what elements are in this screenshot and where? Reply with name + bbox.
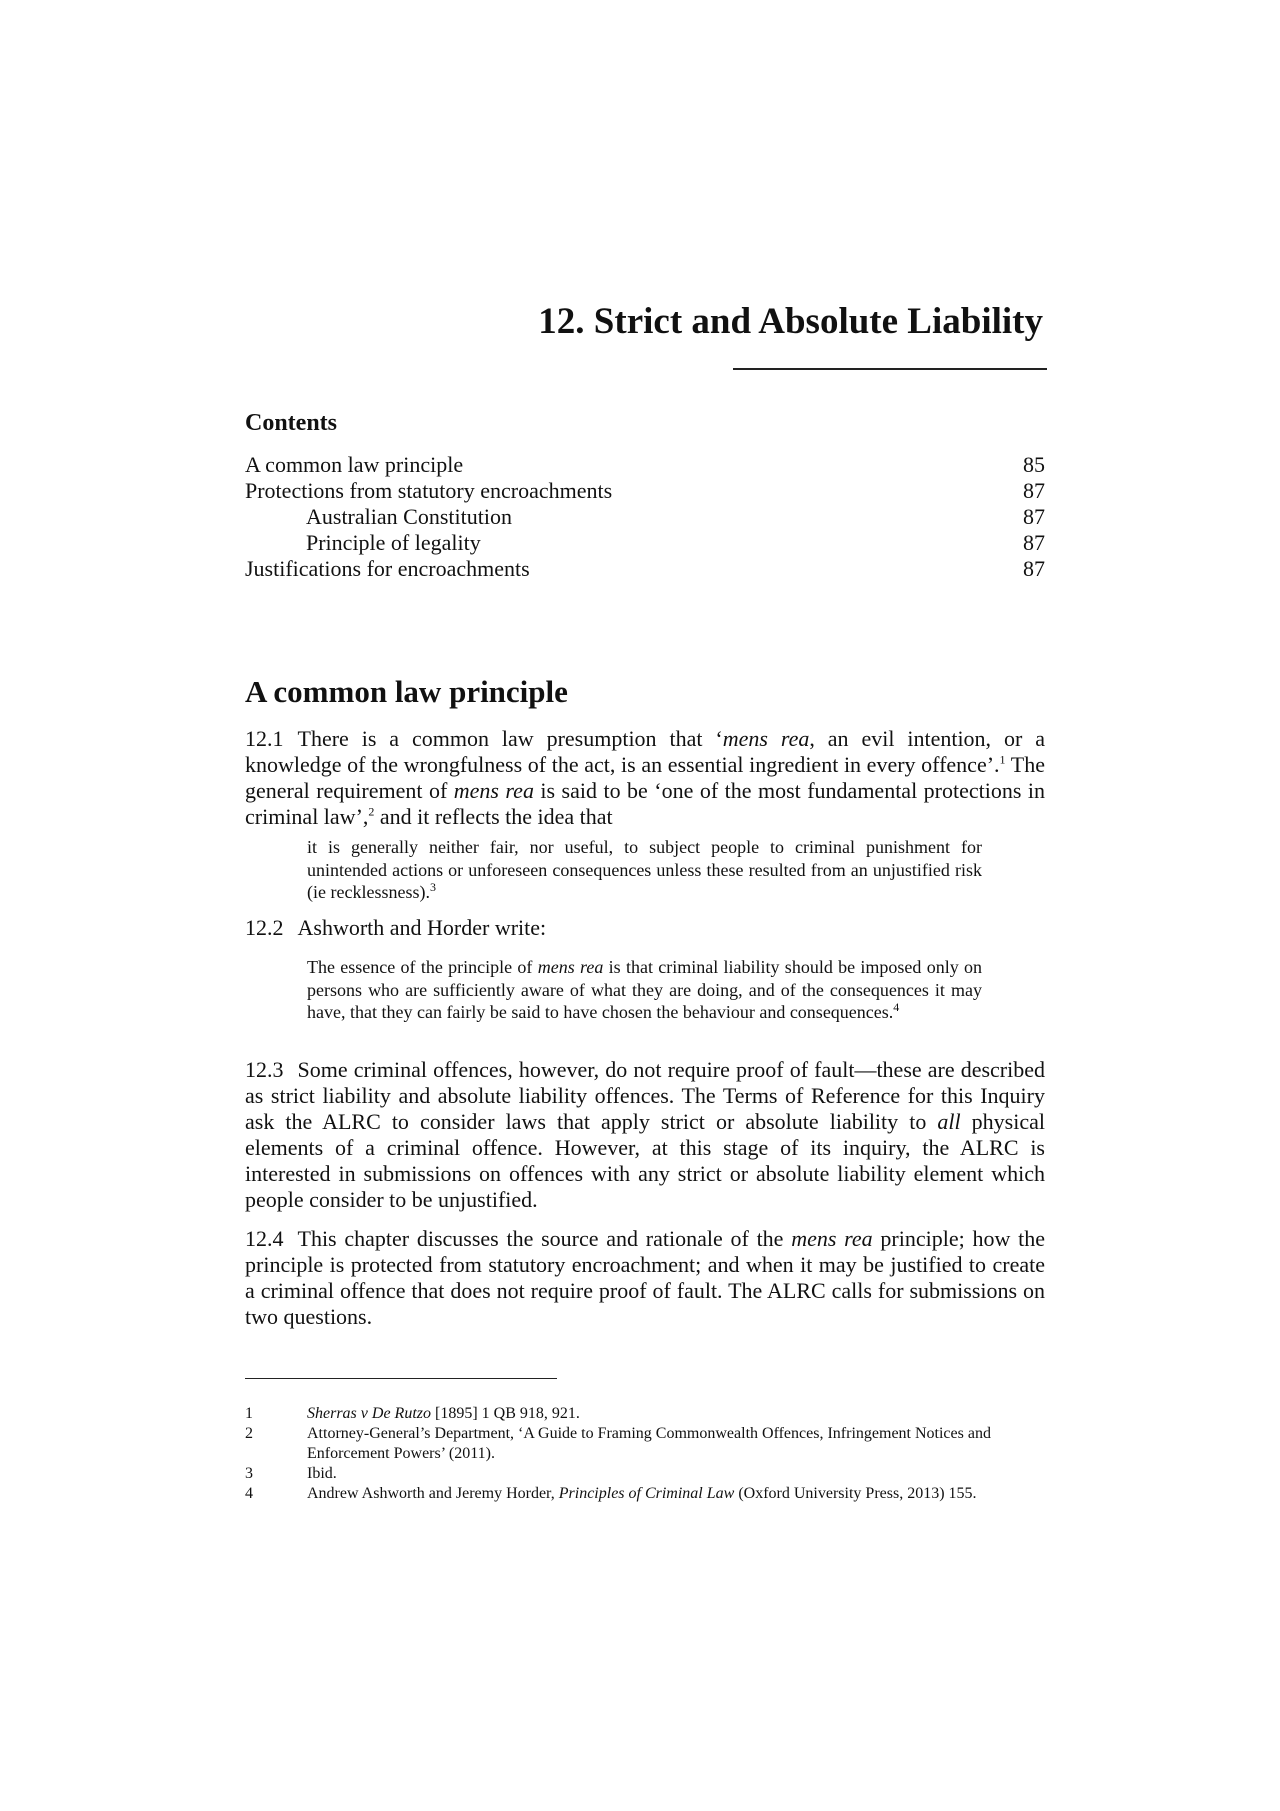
toc-entry-page: 87 (1023, 530, 1045, 555)
toc-entry-label: Australian Constitution (306, 504, 512, 529)
quote-italic: mens rea (537, 957, 604, 977)
title-rule (733, 368, 1047, 370)
paragraph-italic: mens rea (791, 1226, 873, 1251)
paragraph-text: There is a common law presumption that ‘ (297, 726, 723, 751)
toc-entry[interactable] (245, 478, 1045, 504)
toc-entry-page: 85 (1023, 452, 1045, 477)
footnote (245, 1404, 1045, 1424)
paragraph-italic: mens rea (722, 726, 810, 751)
footnote-text: Ibid. (307, 1465, 337, 1482)
contents-heading: Contents (245, 410, 338, 436)
footnote-text (307, 1404, 1045, 1424)
footnote-text (307, 1484, 1045, 1504)
paragraph-number: 12.2 (245, 915, 284, 940)
footnote-ref[interactable]: 2 (368, 804, 375, 819)
footnote-text-part: Andrew Ashworth and Jeremy Horder, (307, 1485, 559, 1502)
quote-text: is that criminal liability should be imposed only on persons who are sufficiently aware of what they are doing, and of the consequences it may have, that they can fairly be said to have chosen the behaviour and consequences. (307, 957, 983, 1022)
footnote-text-part: [1895] 1 QB 918, 921. (430, 1405, 580, 1422)
paragraph-12-2 (245, 915, 1045, 941)
footnote-text: Attorney-General’s Department, ‘A Guide to Framing Commonwealth Offences, Infringement Notices and Enforcement Powers’ (2011). (307, 1425, 991, 1462)
toc-entry-label: Protections from statutory encroachments (245, 478, 613, 503)
footnote (245, 1424, 1045, 1464)
paragraph-text: is said to be ‘one of the most fundamental protections in criminal law’, (245, 778, 1045, 829)
toc-entry-label: A common law principle (245, 452, 464, 477)
table-of-contents (245, 452, 1045, 582)
toc-entry-label: Principle of legality (306, 530, 481, 555)
footnote-ref[interactable]: 4 (893, 1000, 900, 1014)
paragraph-text: physical elements of a criminal offence. However, at this stage of its inquiry, the ALRC is interested in submissions on offences with any strict or absolute liability element which people consider to be unjustified. (245, 1109, 1045, 1212)
toc-entry[interactable] (245, 556, 1045, 582)
block-quote-1 (307, 836, 982, 904)
toc-entry[interactable] (245, 530, 1045, 556)
paragraph-12-1 (245, 726, 1045, 830)
footnote-ref[interactable]: 1 (999, 752, 1006, 767)
paragraph-italic: mens rea (453, 778, 534, 803)
paragraph-12-4 (245, 1226, 1045, 1330)
paragraph-text: and it reflects the idea that (374, 804, 613, 829)
footnote (245, 1484, 1045, 1504)
case-name: Sherras v De Rutzo (307, 1405, 431, 1422)
footnote-text-part: (Oxford University Press, 2013) 155. (734, 1485, 977, 1502)
footnote-number: 3 (245, 1465, 253, 1482)
footnotes (245, 1404, 1045, 1504)
footnote-ref[interactable]: 3 (429, 880, 436, 894)
quote-text: The essence of the principle of (307, 957, 538, 977)
paragraph-number: 12.1 (245, 726, 284, 751)
footnote-number: 2 (245, 1425, 253, 1442)
toc-entry-label: Justifications for encroachments (245, 556, 530, 581)
footnote-number: 4 (245, 1485, 253, 1502)
footnote-number: 1 (245, 1405, 253, 1422)
quote-text: it is generally neither fair, nor useful, to subject people to criminal punishment for unintended actions or unforeseen consequences unless these resulted from an unjustified risk (ie recklessness). (307, 837, 982, 902)
paragraph-text: The general requirement of (245, 752, 1045, 803)
paragraph-text: Ashworth and Horder write: (297, 915, 547, 940)
toc-entry-page: 87 (1023, 504, 1045, 529)
section-heading: A common law principle (245, 674, 568, 709)
footnote-rule (245, 1378, 557, 1379)
paragraph-number: 12.4 (245, 1226, 284, 1251)
toc-entry[interactable] (245, 452, 1045, 478)
paragraph-text: Some criminal offences, however, do not require proof of fault—these are described as strict liability and absolute liability offences. The Terms of Reference for this Inquiry ask the ALRC to consider laws that apply strict or absolute liability to (245, 1057, 1045, 1134)
footnote (245, 1464, 1045, 1484)
toc-entry[interactable] (245, 504, 1045, 530)
paragraph-italic: all (937, 1109, 961, 1134)
paragraph-12-3 (245, 1057, 1045, 1213)
toc-entry-page: 87 (1023, 478, 1045, 503)
paragraph-text: , an evil intention, or a knowledge of the wrongfulness of the act, is an essential ingredient in every offence’. (245, 726, 1045, 777)
toc-entry-page: 87 (1023, 556, 1045, 581)
chapter-title: 12. Strict and Absolute Liability (538, 301, 1043, 342)
paragraph-text: principle; how the principle is protected from statutory encroachment; and when it may be justified to create a criminal offence that does not require proof of fault. The ALRC calls for submissions on two questions. (245, 1226, 1046, 1329)
book-title: Principles of Criminal Law (558, 1485, 735, 1502)
block-quote-2 (307, 956, 982, 1024)
paragraph-number: 12.3 (245, 1057, 284, 1082)
paragraph-text: This chapter discusses the source and rationale of the (297, 1226, 792, 1251)
